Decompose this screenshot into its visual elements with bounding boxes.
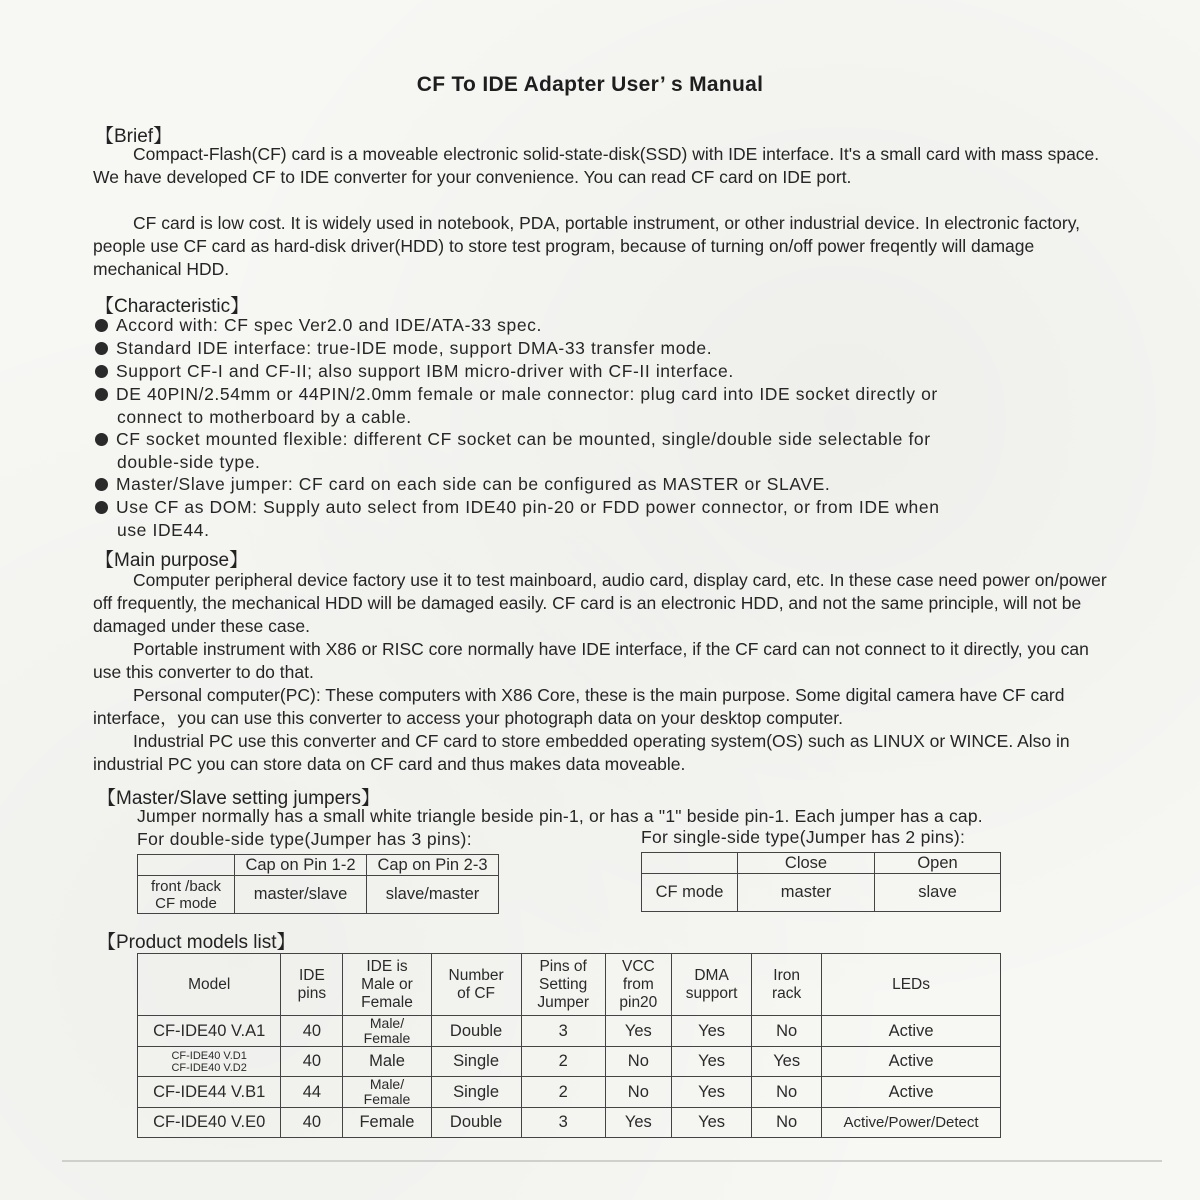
- product-cell-vcc: Yes: [605, 1108, 671, 1138]
- single-side-jumper-table: [641, 852, 1001, 912]
- product-cell-leds: Active: [822, 1047, 1001, 1077]
- cell-line: Female: [363, 1030, 411, 1046]
- characteristic-item-text: Support CF-I and CF-II; also support IBM micro-driver with CF-II interface.: [116, 361, 734, 381]
- product-cell-leds: Active/Power/Detect: [822, 1108, 1001, 1138]
- characteristic-item: [95, 337, 712, 360]
- product-cell-model: [138, 1108, 281, 1138]
- header-line: LEDs: [892, 975, 930, 993]
- product-cell-iron: No: [752, 1077, 822, 1108]
- product-cell-leds: Active: [822, 1016, 1001, 1047]
- product-cell-num-cf: Double: [431, 1108, 521, 1138]
- product-table-header-cell: [343, 954, 431, 1016]
- header-line: Iron: [773, 966, 801, 984]
- product-cell-vcc: No: [605, 1077, 671, 1108]
- single-table-value-close: master: [738, 874, 875, 912]
- single-table-header-blank: [642, 853, 738, 874]
- single-table-header-open: Open: [875, 853, 1001, 874]
- bullet-icon: [95, 319, 108, 332]
- cell-line: CF-IDE44 V.B1: [153, 1082, 266, 1101]
- main-purpose-paragraph-4: Industrial PC use this converter and CF card to store embedded operating system(OS) such as LINUX or WINCE. Also in industrial PC you can store data on CF card and thus makes data moveable.: [93, 731, 1070, 774]
- header-line: DMA: [694, 966, 729, 984]
- product-cell-num-cf: Double: [431, 1016, 521, 1047]
- product-cell-vcc: Yes: [605, 1016, 671, 1047]
- product-cell-gender: [343, 1047, 431, 1077]
- product-cell-model: [138, 1047, 281, 1077]
- product-cell-dma: Yes: [671, 1077, 751, 1108]
- header-line: VCC: [621, 957, 655, 975]
- product-table-header-cell: [752, 954, 822, 1016]
- header-line: support: [685, 984, 738, 1002]
- product-cell-gender: [343, 1016, 431, 1047]
- main-purpose-paragraph-2: Portable instrument with X86 or RISC core normally have IDE interface, if the CF card can not connect to it directly, you can use this converter to do that.: [93, 639, 1089, 682]
- single-table-row-label: CF mode: [642, 874, 738, 912]
- product-cell-iron: Yes: [752, 1047, 822, 1077]
- product-cell-dma: Yes: [671, 1047, 751, 1077]
- product-cell-jumper: 2: [521, 1077, 605, 1108]
- characteristic-item-text: Master/Slave jumper: CF card on each side can be configured as MASTER or SLAVE.: [116, 474, 831, 494]
- characteristic-item-continuation: connect to motherboard by a cable.: [117, 407, 412, 427]
- product-cell-jumper: 2: [521, 1047, 605, 1077]
- product-cell-dma: Yes: [671, 1108, 751, 1138]
- product-models-table: [137, 953, 1001, 1138]
- double-table-header-blank: [138, 855, 235, 876]
- product-cell-jumper: 3: [521, 1016, 605, 1047]
- characteristic-item-text: CF socket mounted flexible: different CF socket can be mounted, single/double side selectable for: [116, 429, 931, 449]
- products-heading: 【Product models list】: [97, 932, 296, 953]
- product-cell-iron: No: [752, 1016, 822, 1047]
- header-line: Female: [361, 993, 413, 1011]
- cell-line: CF-IDE40 V.E0: [153, 1113, 266, 1131]
- product-table-header-cell: [138, 954, 281, 1016]
- jumpers-intro: Jumper normally has a small white triangle beside pin-1, or has a "1" beside pin-1. Each jumper has a cap.: [137, 806, 983, 826]
- characteristic-item: [95, 428, 931, 474]
- characteristic-item: [95, 496, 940, 542]
- double-table-header-pin23: Cap on Pin 2-3: [367, 855, 499, 876]
- product-table-header-cell: [281, 954, 343, 1016]
- brief-paragraph-2: CF card is low cost. It is widely used in notebook, PDA, portable instrument, or other industrial device. In electronic factory, people use CF card as hard-disk driver(HDD) to store test program, because of turning on/off power freqently will damage mechanical HDD.: [93, 213, 1081, 279]
- brief-paragraph-1: Compact-Flash(CF) card is a moveable electronic solid-state-disk(SSD) with IDE interface. It's a small card with mass space. We have developed CF to IDE converter for your convenience. You can read CF card on IDE port.: [93, 144, 1100, 187]
- single-side-label: For single-side type(Jumper has 2 pins):: [641, 827, 966, 847]
- main-purpose-paragraph-3: Personal computer(PC): These computers with X86 Core, these is the main purpose. Some digital camera have CF card interface，you can use this converter to access your photograph data on your desktop computer.: [93, 685, 1065, 728]
- characteristic-item-text: DE 40PIN/2.54mm or 44PIN/2.0mm female or male connector: plug card into IDE socket directly or: [116, 384, 938, 404]
- cell-line: CF-IDE40 V.D1: [171, 1049, 247, 1062]
- header-line: Model: [188, 975, 231, 993]
- header-line: Number: [448, 966, 504, 984]
- cell-line: Female: [363, 1091, 411, 1107]
- header-line: pins: [297, 984, 327, 1002]
- header-line: pin20: [619, 993, 658, 1011]
- header-line: Jumper: [537, 993, 590, 1011]
- double-side-jumper-table: [137, 854, 499, 914]
- main-purpose-heading: 【Main purpose】: [95, 550, 249, 571]
- double-side-label: For double-side type(Jumper has 3 pins):: [137, 829, 473, 849]
- cell-line: CF-IDE40 V.D2: [171, 1061, 247, 1074]
- product-cell-dma: Yes: [671, 1016, 751, 1047]
- table-row: [138, 1047, 1001, 1077]
- bullet-icon: [95, 501, 108, 514]
- brief-heading: 【Brief】: [95, 126, 173, 147]
- header-line: rack: [772, 984, 802, 1002]
- product-cell-vcc: No: [605, 1047, 671, 1077]
- product-table-header-cell: [521, 954, 605, 1016]
- characteristic-item: [95, 314, 542, 337]
- characteristic-item-text: Accord with: CF spec Ver2.0 and IDE/ATA-33 spec.: [116, 315, 542, 335]
- characteristic-item-continuation: double-side type.: [117, 452, 261, 472]
- bullet-icon: [95, 342, 108, 355]
- bullet-icon: [95, 388, 108, 401]
- double-table-row-label-line2: CF mode: [155, 894, 217, 912]
- header-line: IDE is: [366, 957, 408, 975]
- product-table-header-cell: [822, 954, 1001, 1016]
- double-table-value-pin23: slave/master: [367, 876, 499, 914]
- cell-line: Female: [359, 1113, 415, 1131]
- product-cell-leds: Active: [822, 1077, 1001, 1108]
- product-cell-gender: [343, 1108, 431, 1138]
- cell-line: Male/: [369, 1015, 405, 1031]
- table-row: [138, 1108, 1001, 1138]
- double-table-row-label: [138, 876, 235, 914]
- product-cell-pins: 44: [281, 1077, 343, 1108]
- single-table-header-close: Close: [738, 853, 875, 874]
- characteristic-item-text: Use CF as DOM: Supply auto select from IDE40 pin-20 or FDD power connector, or from IDE when: [116, 497, 940, 517]
- header-line: Male or: [361, 975, 413, 993]
- product-cell-model: [138, 1016, 281, 1047]
- product-cell-gender: [343, 1077, 431, 1108]
- bullet-icon: [95, 433, 108, 446]
- bottom-edge-line: [62, 1160, 1162, 1162]
- cell-line: Male: [369, 1052, 405, 1070]
- product-cell-pins: 40: [281, 1047, 343, 1077]
- product-cell-num-cf: Single: [431, 1047, 521, 1077]
- characteristic-item-continuation: use IDE44.: [117, 520, 210, 540]
- header-line: from: [622, 975, 654, 993]
- bullet-icon: [95, 365, 108, 378]
- product-cell-jumper: 3: [521, 1108, 605, 1138]
- header-line: of CF: [457, 984, 496, 1002]
- table-row: [138, 1077, 1001, 1108]
- cell-line: Male/: [369, 1076, 405, 1092]
- characteristic-heading: 【Characteristic】: [95, 296, 250, 317]
- main-purpose-paragraph-1: Computer peripheral device factory use it to test mainboard, audio card, display card, etc. In these case need power on/power off frequently, the mechanical HDD will be damaged easily. CF card is an electronic HDD, and not the same principle, will not be damaged under these case.: [93, 570, 1107, 636]
- table-row: [138, 1016, 1001, 1047]
- double-table-value-pin12: master/slave: [235, 876, 367, 914]
- header-line: Setting: [539, 975, 588, 993]
- product-cell-iron: No: [752, 1108, 822, 1138]
- single-table-value-open: slave: [875, 874, 1001, 912]
- product-table-header-cell: [431, 954, 521, 1016]
- characteristic-item: [95, 473, 830, 496]
- product-cell-model: [138, 1077, 281, 1108]
- header-line: Pins of: [539, 957, 587, 975]
- product-table-header-cell: [671, 954, 751, 1016]
- double-table-header-pin12: Cap on Pin 1-2: [235, 855, 367, 876]
- product-cell-num-cf: Single: [431, 1077, 521, 1108]
- header-line: IDE: [298, 966, 325, 984]
- product-cell-pins: 40: [281, 1016, 343, 1047]
- bullet-icon: [95, 478, 108, 491]
- characteristic-item-text: Standard IDE interface: true-IDE mode, support DMA-33 transfer mode.: [116, 338, 713, 358]
- characteristic-item: [95, 383, 938, 429]
- product-cell-pins: 40: [281, 1108, 343, 1138]
- characteristic-item: [95, 360, 734, 383]
- page-title: CF To IDE Adapter User’ s Manual: [416, 73, 764, 96]
- double-table-row-label-line1: front /back: [150, 877, 222, 895]
- product-table-header-cell: [605, 954, 671, 1016]
- cell-line: CF-IDE40 V.A1: [153, 1021, 266, 1040]
- jumpers-heading: 【Master/Slave setting jumpers】: [97, 788, 380, 809]
